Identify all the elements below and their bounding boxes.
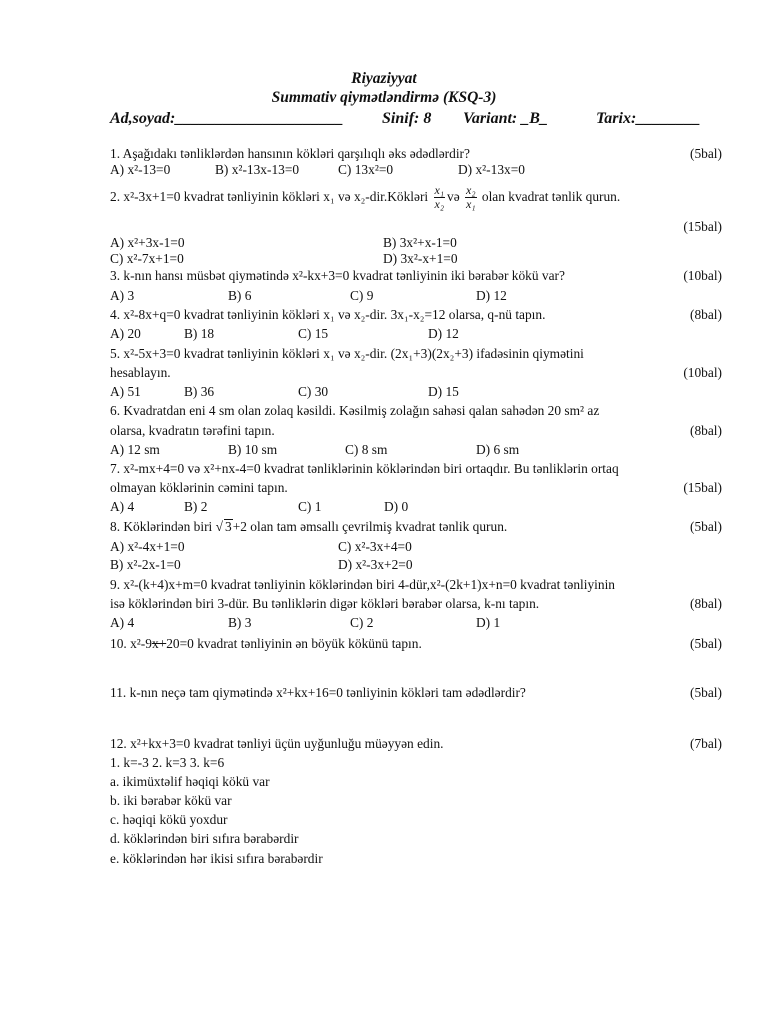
name-blank: _____________________ xyxy=(175,110,344,127)
q2-option-c: C) x²-7x+1=0 xyxy=(110,251,184,266)
q9-option-a: A) 4 xyxy=(110,615,135,630)
question-9-line1: 9. x²-(k+4)x+m=0 kvadrat tənliyinin köklərindən biri 4-dür,x²-(2k+1)x+n=0 kvadrat tənliyinin xyxy=(110,577,616,592)
q12-choice-d: d. köklərindən biri sıfıra bərabərdir xyxy=(110,831,299,846)
q5-option-a: A) 51 xyxy=(110,384,141,399)
q4-option-c: C) 15 xyxy=(298,326,329,341)
question-1-text: 1. Aşağıdakı tənliklərdən hansının kökləri qarşılıqlı əks ədədlərdir? xyxy=(110,146,470,161)
q8-option-b: B) x²-2x-1=0 xyxy=(110,557,181,572)
question-7-line2: olmayan köklərinin cəmini tapın. xyxy=(110,480,288,495)
test-title: Summativ qiymətləndirmə (KSQ-3) xyxy=(271,89,497,106)
q2-option-d: D) 3x²-x+1=0 xyxy=(383,251,458,266)
q6-option-a: A) 12 sm xyxy=(110,442,160,457)
q5-option-b: B) 36 xyxy=(184,384,215,399)
question-1-points: (5bal) xyxy=(690,146,722,161)
q8-option-c: C) x²-3x+4=0 xyxy=(338,539,412,554)
question-12-points: (7bal) xyxy=(690,736,722,751)
question-7-line1: 7. x²-mx+4=0 və x²+nx-4=0 kvadrat tənliklərinin köklərindən biri ortaqdır. Bu tənliklərin ortaq xyxy=(110,461,619,476)
date-field: Tarix:________ xyxy=(596,110,701,127)
sqrt-radicand: 3 xyxy=(225,519,232,534)
question-2-text: 2. x²-3x+1=0 kvadrat tənliyinin kökləri x₁ və x₂-dir.Kökləri $\frac{\text{x₁}}{\text{x₂}}$ və $\frac{\text{x₂}}{\text{x₁}}$ olan kvadrat tənlik qurun. xyxy=(110,183,621,212)
question-2-points: (15bal) xyxy=(683,219,722,234)
q1-option-d: D) x²-13x=0 xyxy=(458,162,525,177)
q9-option-d: D) 1 xyxy=(476,615,501,630)
question-4-points: (8bal) xyxy=(690,307,722,322)
fraction-x1-over-x2: $\frac{\text{x₁}}{\text{x₂}}$ xyxy=(434,183,445,212)
q3-option-b: B) 6 xyxy=(228,288,252,303)
name-label: Ad,soyad:_____________________ xyxy=(110,110,344,127)
q5-option-d: D) 15 xyxy=(428,384,459,399)
q7-option-b: B) 2 xyxy=(184,499,208,514)
q12-k-options: 1. k=-3 2. k=3 3. k=6 xyxy=(110,755,225,770)
variant-value: _B_ xyxy=(521,110,548,127)
q7-option-a: A) 4 xyxy=(110,499,135,514)
class-label: Sinif: 8 xyxy=(382,110,432,127)
question-9-points: (8bal) xyxy=(690,596,722,611)
q12-choice-b: b. iki bərabər kökü var xyxy=(110,793,232,808)
question-9-line2: isə köklərindən biri 3-dür. Bu tənliklərin digər kökləri bərabər olarsa, k-nı tapın. xyxy=(110,596,540,611)
q9-option-b: B) 3 xyxy=(228,615,252,630)
q8-option-d: D) x²-3x+2=0 xyxy=(338,557,413,572)
question-5-line2: hesablayın. xyxy=(110,365,171,380)
q3-option-a: A) 3 xyxy=(110,288,135,303)
question-6-line2: olarsa, kvadratın tərəfini tapın. xyxy=(110,423,275,438)
q6-option-b: B) 10 sm xyxy=(228,442,278,457)
q1-option-c: C) 13x²=0 xyxy=(338,162,394,177)
q12-choice-c: c. həqiqi kökü yoxdur xyxy=(110,812,228,827)
variant-field: Variant: _B_ xyxy=(463,110,548,127)
q6-option-c: C) 8 sm xyxy=(345,442,388,457)
question-4-text: 4. x²-8x+q=0 kvadrat tənliyinin kökləri x₁ və x₂-dir. 3x₁-x₂=12 olarsa, q-nü tapın. xyxy=(110,307,546,322)
q3-option-c: C) 9 xyxy=(350,288,374,303)
question-6-line1: 6. Kvadratdan eni 4 sm olan zolaq kəsildi. Kəsilmiş zolağın sahəsi qalan sahədən 20 sm² az xyxy=(110,403,600,418)
fraction-x2-over-x1: $\frac{\text{x₂}}{\text{x₁}}$ xyxy=(466,183,476,212)
q2-option-b: B) 3x²+x-1=0 xyxy=(383,235,457,250)
question-8-points: (5bal) xyxy=(690,519,722,534)
q1-option-b: B) x²-13x-13=0 xyxy=(215,162,300,177)
q2-option-a: A) x²+3x-1=0 xyxy=(110,235,185,250)
q3-option-d: D) 12 xyxy=(476,288,507,303)
q9-option-c: C) 2 xyxy=(350,615,374,630)
q4-option-d: D) 12 xyxy=(428,326,459,341)
question-8-text: 8. Köklərindən biri √ 3+2 olan tam əmsallı çevrilmiş kvadrat tənlik qurun. xyxy=(110,519,508,534)
question-10-text: 10. x²-9x+20=0 kvadrat tənliyinin ən böyük kökünü tapın. xyxy=(110,636,422,651)
sqrt-symbol: √ xyxy=(215,519,223,534)
question-3-text: 3. k-nın hansı müsbət qiymətində x²-kx+3=0 kvadrat tənliyinin iki bərabər kökü var? xyxy=(110,268,565,283)
question-10-points: (5bal) xyxy=(690,636,722,651)
question-11-text: 11. k-nın neçə tam qiymətində x²+kx+16=0 tənliyinin kökləri tam ədədlərdir? xyxy=(110,685,526,700)
question-6-points: (8bal) xyxy=(690,423,722,438)
q7-option-d: D) 0 xyxy=(384,499,409,514)
q6-option-d: D) 6 sm xyxy=(476,442,520,457)
q12-choice-e: e. köklərindən hər ikisi sıfıra bərabərdir xyxy=(110,851,323,866)
question-5-line1: 5. x²-5x+3=0 kvadrat tənliyinin kökləri x₁ və x₂-dir. (2x₁+3)(2x₂+3) ifadəsinin qiymətini xyxy=(110,346,584,361)
q4-option-b: B) 18 xyxy=(184,326,215,341)
question-12-text: 12. x²+kx+3=0 kvadrat tənliyi üçün uyğunluğu müəyyən edin. xyxy=(110,736,444,751)
question-5-points: (10bal) xyxy=(683,365,722,380)
subject-title: Riyaziyyat xyxy=(351,70,417,87)
q8-option-a: A) x²-4x+1=0 xyxy=(110,539,185,554)
q12-choice-a: a. ikimüxtəlif həqiqi kökü var xyxy=(110,774,270,789)
question-11-points: (5bal) xyxy=(690,685,722,700)
question-7-points: (15bal) xyxy=(683,480,722,495)
date-blank: ________ xyxy=(636,110,701,127)
q5-option-c: C) 30 xyxy=(298,384,329,399)
q4-option-a: A) 20 xyxy=(110,326,141,341)
q7-option-c: C) 1 xyxy=(298,499,322,514)
q1-option-a: A) x²-13=0 xyxy=(110,162,171,177)
question-3-points: (10bal) xyxy=(683,268,722,283)
struck-text: x+ xyxy=(151,636,167,651)
